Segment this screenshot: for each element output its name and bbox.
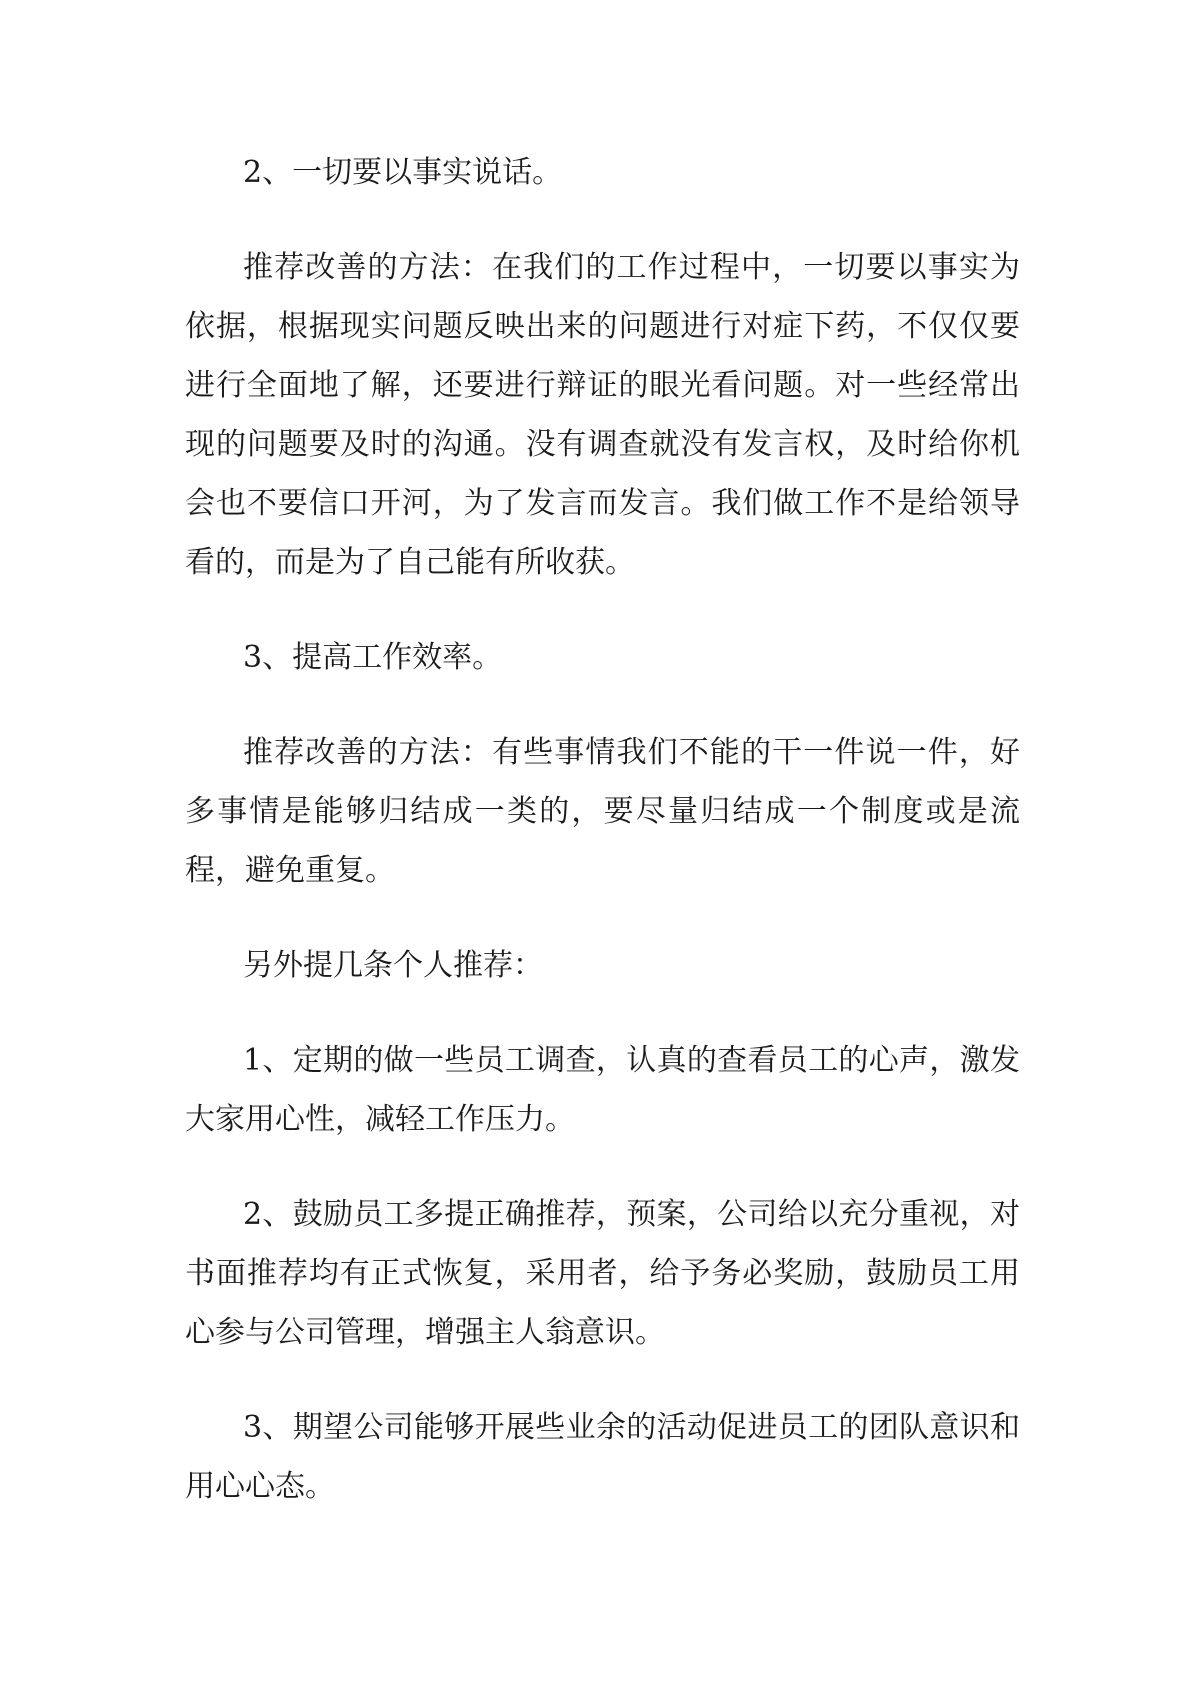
recommendation-item-2: 2、鼓励员工多提正确推荐，预案，公司给以充分重视，对书面推荐均有正式恢复，采用者，给予务必奖励，鼓励员工用心参与公司管理，增强主人翁意识。 (185, 1197, 1020, 1350)
recommendation-item-3: 3、期望公司能够开展些业余的活动促进员工的团队意识和用心心态。 (185, 1410, 1020, 1504)
heading-personal-recommendations: 另外提几条个人推荐： (243, 948, 543, 983)
heading-fact-based: 2、一切要以事实说话。 (243, 155, 563, 190)
document-body (185, 143, 1020, 1516)
recommendation-item-1: 1、定期的做一些员工调查，认真的查看员工的心声，激发大家用心性，减轻工作压力。 (185, 1043, 1020, 1137)
heading-efficiency: 3、提高工作效率。 (243, 640, 503, 675)
paragraph-efficiency-method: 推荐改善的方法：有些事情我们不能的干一件说一件，好多事情是能够归结成一类的，要尽量归结成一个制度或是流程，避免重复。 (185, 735, 1020, 888)
paragraph-fact-based-method: 推荐改善的方法：在我们的工作过程中，一切要以事实为依据，根据现实问题反映出来的问题进行对症下药，不仅仅要进行全面地了解，还要进行辩证的眼光看问题。对一些经常出现的问题要及时的沟通。没有调查就没有发言权，及时给你机会也不要信口开河，为了发言而发言。我们做工作不是给领导看的，而是为了自己能有所收获。 (185, 250, 1020, 580)
